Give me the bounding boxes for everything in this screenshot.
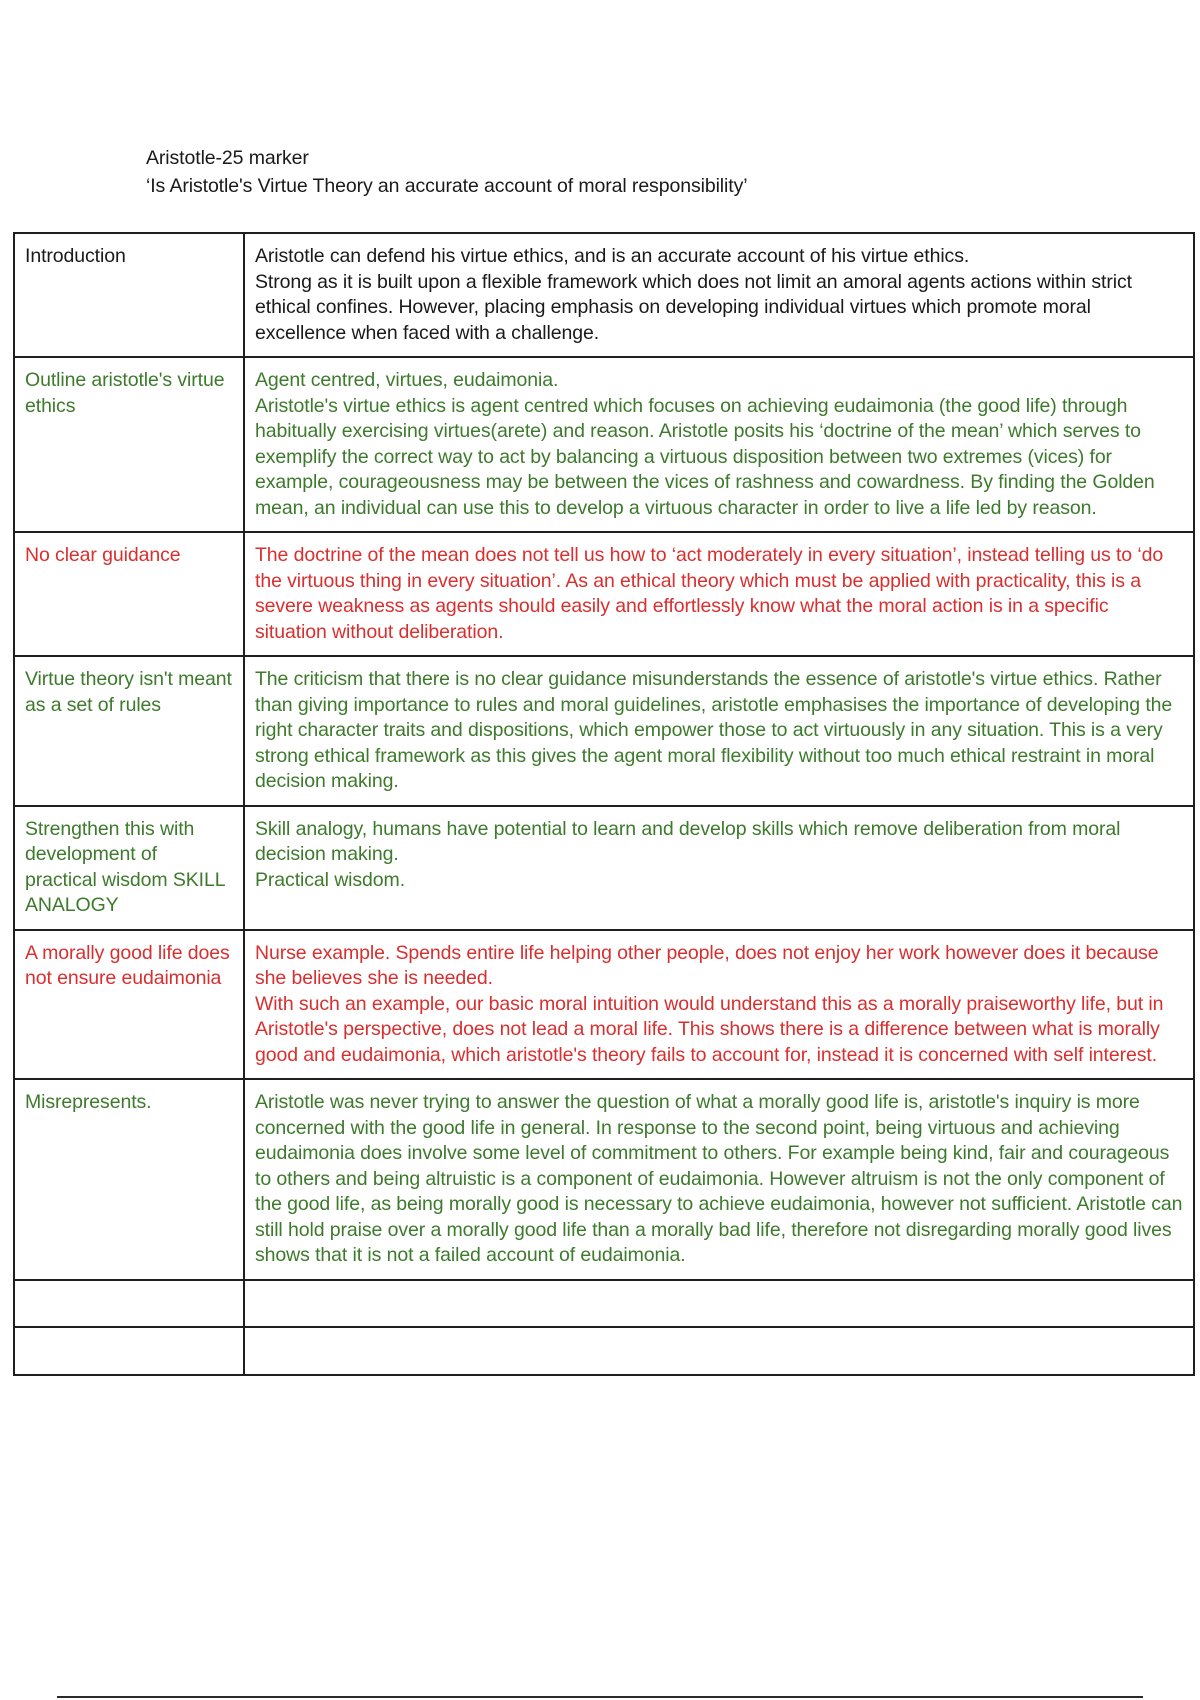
table-row-morally-good-life bbox=[14, 930, 1194, 1080]
essay-plan-table bbox=[13, 232, 1195, 1376]
point-cell bbox=[14, 930, 244, 1080]
detail-paragraph: Aristotle was never trying to answer the question of what a morally good life is, aristotle's inquiry is more concerned with the good life in general. In response to the second point, being virtuous and achieving eudaimonia does involve some level of commitment to others. For example being kind, fair and courageous to others and being altruistic is a component of eudaimonia. However altruism is not the only component of the good life, as being morally good is necessary to achieve eudaimonia, however not sufficient. Aristotle can still hold praise over a morally good life than a morally bad life, therefore not disregarding morally good lives shows that it is not a failed account of eudaimonia. bbox=[255, 1091, 1183, 1266]
document-header bbox=[146, 144, 747, 200]
essay-question: ‘Is Aristotle's Virtue Theory an accurate account of moral responsibility’ bbox=[146, 175, 748, 197]
point-label: Strengthen this with development of practical wisdom SKILL ANALOGY bbox=[25, 817, 225, 916]
point-label: Virtue theory isn't meant as a set of rules bbox=[25, 668, 232, 716]
detail-cell bbox=[244, 357, 1194, 532]
table-row-introduction bbox=[14, 233, 1194, 357]
detail-cell bbox=[244, 656, 1194, 806]
detail-paragraph: Nurse example. Spends entire life helping other people, does not enjoy her work however does it because she believes she is needed. bbox=[255, 941, 1159, 989]
detail-paragraph: The criticism that there is no clear guidance misunderstands the essence of aristotle's virtue ethics. Rather than giving importance to rules and moral guidelines, aristotle emphasises the importance of developing the right character traits and dispositions, which empower those to act virtuously in any situation. This is a very strong ethical framework as this gives the agent moral flexibility without too much ethical restraint in moral decision making. bbox=[255, 668, 1173, 792]
point-cell bbox=[14, 656, 244, 806]
table-row-misrepresents bbox=[14, 1079, 1194, 1280]
point-label: Misrepresents. bbox=[25, 1091, 152, 1113]
document-title: Aristotle-25 marker bbox=[146, 147, 309, 169]
detail-cell bbox=[244, 806, 1194, 930]
detail-paragraph: Agent centred, virtues, eudaimonia. bbox=[255, 369, 559, 391]
table-row-not-rules bbox=[14, 656, 1194, 806]
detail-cell bbox=[244, 532, 1194, 656]
detail-cell bbox=[244, 233, 1194, 357]
table-row-empty bbox=[14, 1327, 1194, 1375]
page-bottom-rule bbox=[57, 1696, 1143, 1698]
detail-paragraph: The doctrine of the mean does not tell us how to ‘act moderately in every situation’, instead telling us to ‘do the virtuous thing in every situation’. As an ethical theory which must be applied with practicality, this is a severe weakness as agents should easily and effortlessly know what the moral action is in a specific situation without deliberation. bbox=[255, 544, 1164, 643]
empty-cell bbox=[14, 1280, 244, 1327]
detail-cell bbox=[244, 930, 1194, 1080]
point-cell bbox=[14, 806, 244, 930]
detail-paragraph: Strong as it is built upon a flexible framework which does not limit an amoral agents actions within strict ethical confines. However, placing emphasis on developing individual virtues which promote moral excellence when faced with a challenge. bbox=[255, 270, 1132, 344]
empty-cell bbox=[244, 1327, 1194, 1375]
detail-paragraph: Aristotle can defend his virtue ethics, and is an accurate account of his virtue ethics. bbox=[255, 245, 970, 267]
point-label: Introduction bbox=[25, 245, 126, 267]
table-row-outline bbox=[14, 357, 1194, 532]
detail-paragraph: Practical wisdom. bbox=[255, 868, 406, 891]
point-cell bbox=[14, 233, 244, 357]
point-label: No clear guidance bbox=[25, 544, 181, 566]
detail-paragraph: Skill analogy, humans have potential to learn and develop skills which remove deliberation from moral decision making. bbox=[255, 817, 1121, 865]
point-label: Outline aristotle's virtue ethics bbox=[25, 369, 225, 417]
point-cell bbox=[14, 1079, 244, 1280]
point-label: A morally good life does not ensure eudaimonia bbox=[25, 941, 230, 989]
table-row-practical-wisdom bbox=[14, 806, 1194, 930]
point-cell bbox=[14, 357, 244, 532]
detail-paragraph: With such an example, our basic moral intuition would understand this as a morally praiseworthy life, but in Aristotle's perspective, does not lead a moral life. This shows there is a difference between what is morally good and eudaimonia, which aristotle's theory fails to account for, instead it is concerned with self interest. bbox=[255, 992, 1164, 1066]
detail-paragraph: Aristotle's virtue ethics is agent centred which focuses on achieving eudaimonia (the good life) through habitually exercising virtues(arete) and reason. Aristotle posits his ‘doctrine of the mean’ which serves to exemplify the correct way to act by balancing a virtuous disposition between two extremes (vices) for example, courageousness may be between the vices of rashness and cowardness. By finding the Golden mean, an individual can use this to develop a virtuous character in order to live a life led by reason. bbox=[255, 394, 1155, 519]
table-row-no-clear-guidance bbox=[14, 532, 1194, 656]
empty-cell bbox=[14, 1327, 244, 1375]
point-cell bbox=[14, 532, 244, 656]
table-row-empty bbox=[14, 1280, 1194, 1327]
empty-cell bbox=[244, 1280, 1194, 1327]
detail-cell bbox=[244, 1079, 1194, 1280]
